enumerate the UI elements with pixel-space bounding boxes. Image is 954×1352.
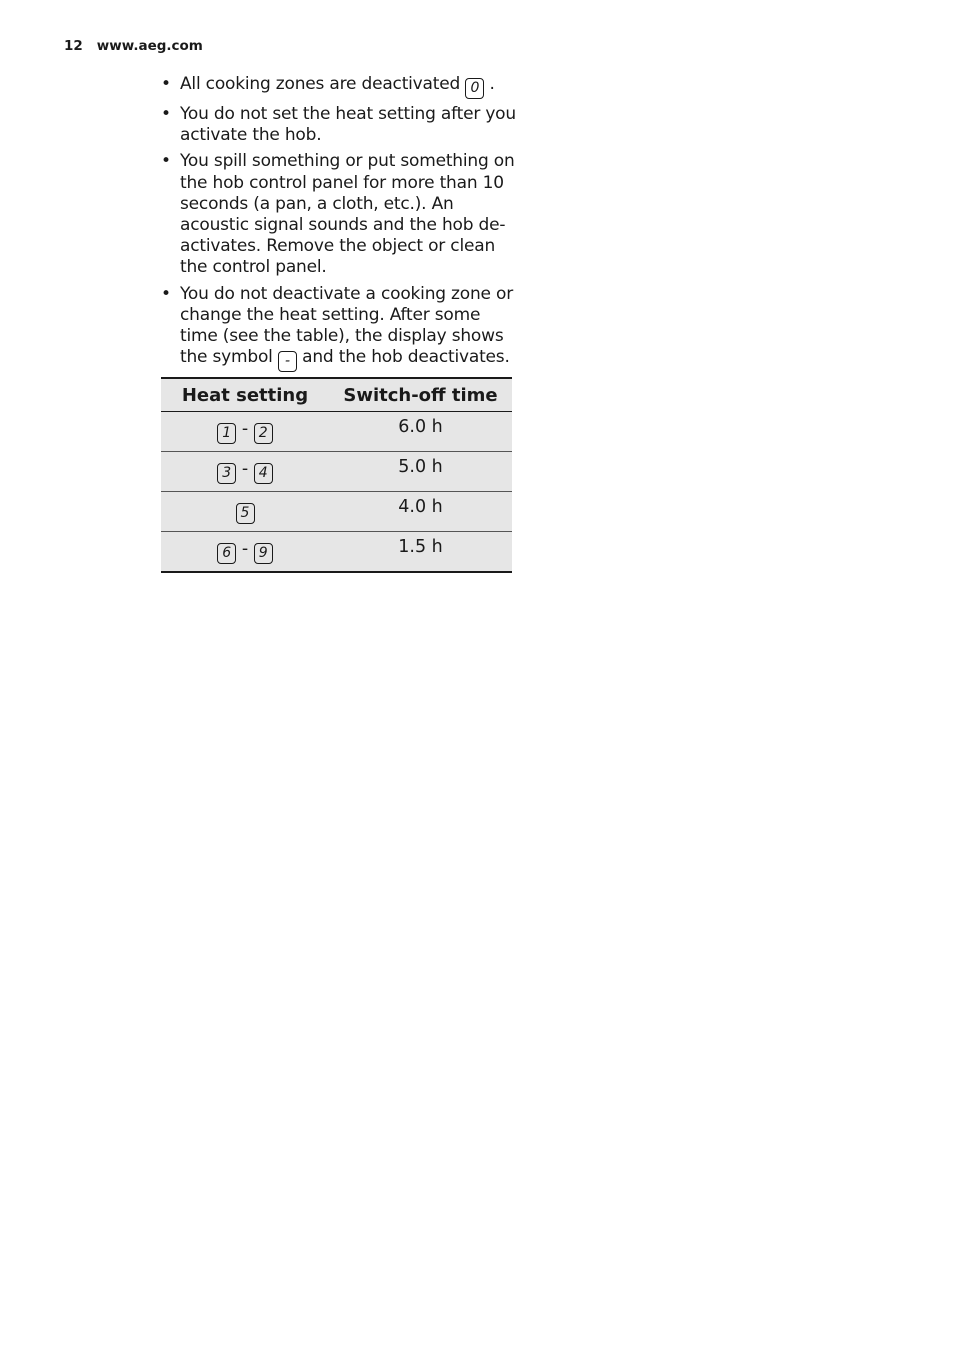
heat-setting-cell: 5 xyxy=(161,492,329,532)
heat-setting-cell: 1 - 2 xyxy=(161,412,329,452)
bullet-icon: • xyxy=(161,151,171,172)
heat-setting-cell: 3 - 4 xyxy=(161,452,329,492)
list-item: • You spill something or put something on the hob control panel for more than 10 seconds (a pan, a cloth, etc.). An acoustic signal sounds and the hob de-activates. Remove the object or clean the control panel. xyxy=(161,151,515,278)
header-heat-setting: Heat setting xyxy=(161,378,329,412)
switch-off-time-cell: 5.0 h xyxy=(329,452,512,492)
list-item: • You do not deactivate a cooking zone or change the heat setting. After some time (see the table), the display shows the symbol - and the hob deactivates. xyxy=(161,284,521,373)
conditions-list xyxy=(161,74,521,377)
list-item: • All cooking zones are deactivated 0 . xyxy=(161,74,521,99)
table-row xyxy=(161,452,512,492)
page-number: 12 xyxy=(64,38,83,54)
table-row xyxy=(161,412,512,452)
page-header xyxy=(64,38,203,54)
bullet-icon: • xyxy=(161,74,171,94)
display-symbol-0: 0 xyxy=(465,78,484,99)
switch-off-time-cell: 4.0 h xyxy=(329,492,512,532)
bullet-icon: • xyxy=(161,104,171,124)
header-switch-off-time: Switch-off time xyxy=(329,378,512,412)
display-symbol-dash: - xyxy=(278,351,297,372)
bullet-icon: • xyxy=(161,283,171,304)
table-row xyxy=(161,532,512,573)
table-row xyxy=(161,492,512,532)
switch-off-table xyxy=(161,377,512,573)
site-url: www.aeg.com xyxy=(96,38,203,54)
heat-setting-cell: 6 - 9 xyxy=(161,532,329,573)
switch-off-time-cell: 1.5 h xyxy=(329,532,512,573)
list-item: • You do not set the heat setting after you activate the hob. xyxy=(161,104,516,146)
switch-off-time-cell: 6.0 h xyxy=(329,412,512,452)
